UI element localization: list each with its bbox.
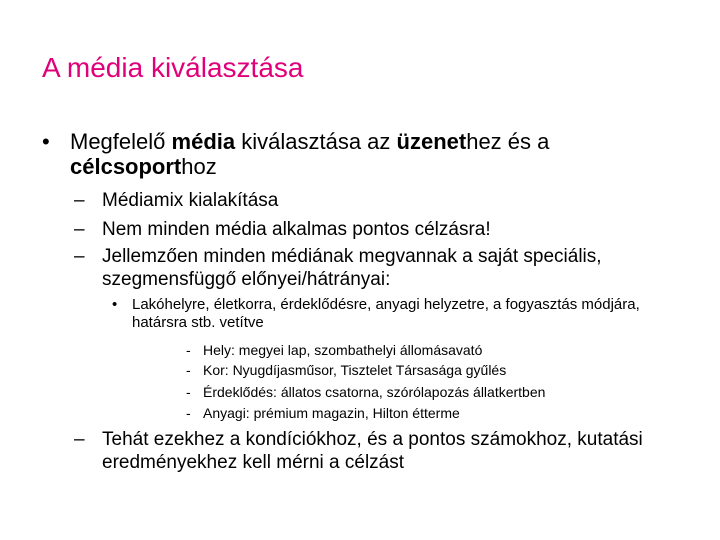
level3-text: Lakóhelyre, életkorra, érdeklődésre, anyagi helyzetre, a fogyasztás módjára, határsra stb. vetítve [132, 296, 640, 331]
example-text: Anyagi: prémium magazin, Hilton étterme [203, 405, 460, 421]
dash-marker: – [74, 219, 85, 240]
bold-media: média [171, 129, 236, 154]
example-text: Érdeklődés: állatos csatorna, szórólapozás állatkertben [203, 384, 546, 400]
sub-item-text: Nem minden média alkalmas pontos célzásra! [102, 219, 491, 240]
bold-celcsoport: célcsoport [70, 154, 182, 179]
text-part: hez és a [466, 129, 550, 154]
final-item-text: Tehát ezekhez a kondíciókhoz, és a pontos számokhoz, kutatási eredményekhez kell mérni a célzást [102, 429, 643, 473]
dash-marker: - [186, 362, 191, 378]
dash-marker: – [74, 246, 85, 267]
text-part: Megfelelő [70, 129, 172, 154]
bullet-marker: • [42, 129, 50, 154]
dash-marker: - [186, 405, 191, 421]
sub-item-text: Jellemzően minden médiának megvannak a saját speciális, szegmensfüggő előnyei/hátrányai: [102, 246, 602, 290]
example-text: Hely: megyei lap, szombathelyi állomásavató [203, 342, 483, 358]
slide-title: A média kiválasztása [42, 52, 304, 83]
bold-uzenet: üzenet [396, 129, 467, 154]
dash-marker: – [74, 190, 85, 211]
dash-marker: – [74, 429, 85, 450]
dash-marker: - [186, 384, 191, 400]
sub-item-text: Médiamix kialakítása [102, 190, 279, 211]
text-part: hoz [181, 154, 217, 179]
dash-marker: - [186, 342, 191, 358]
text-part: kiválasztása az [235, 129, 397, 154]
example-text: Kor: Nyugdíjasműsor, Tisztelet Társasága gyűlés [203, 362, 507, 378]
main-bullet-text [70, 129, 690, 179]
bullet-marker: • [112, 296, 118, 313]
